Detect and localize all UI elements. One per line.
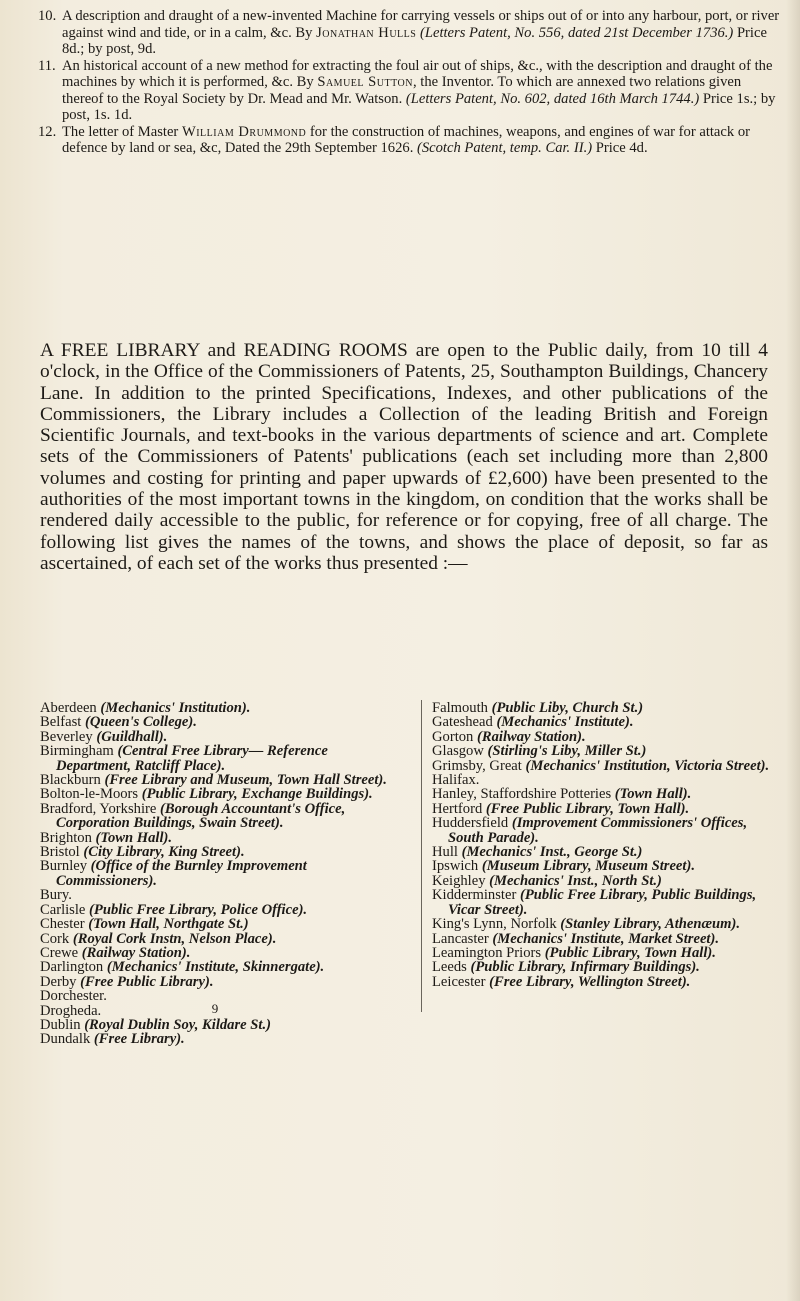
entry-price: Price 1s.; by post, 1s. 1d. xyxy=(62,90,776,123)
list-item xyxy=(432,888,782,917)
list-item xyxy=(432,701,782,715)
list-item xyxy=(432,859,782,873)
list-item xyxy=(432,960,782,974)
deposit-place: (Public Library, Infirmary Buildings). xyxy=(470,959,700,976)
town-name: Beverley xyxy=(40,728,97,745)
deposit-place: (Mechanics' Institution). xyxy=(100,700,251,716)
list-item xyxy=(40,744,390,773)
entry-text-continued: for the construction of machines, weapons, and engines of war for attack or defence by land or sea, &c, Dated the 29th September 1626. xyxy=(62,123,750,156)
town-name: Dundalk xyxy=(40,1031,94,1048)
list-item xyxy=(40,960,390,974)
town-name: Leicester xyxy=(432,973,490,990)
town-name: King's Lynn, Norfolk xyxy=(432,916,561,933)
deposit-place: (Public Free Library, Police Office). xyxy=(89,901,308,918)
entry-reference: (Letters Patent, No. 556, dated 21st December 1736.) xyxy=(419,24,734,41)
town-name: Brighton xyxy=(40,829,96,846)
deposit-place: (Free Library and Museum, Town Hall Street). xyxy=(104,772,387,789)
entry-number: 12. xyxy=(38,123,57,140)
list-item xyxy=(432,816,782,845)
page-number: 9 xyxy=(211,1001,219,1016)
free-library-notice xyxy=(40,340,768,574)
town-name: Huddersfield xyxy=(432,815,512,832)
town-name: Aberdeen xyxy=(40,700,101,716)
town-name: Crewe xyxy=(40,944,82,961)
town-name: Glasgow xyxy=(432,743,488,760)
town-name: Lancaster xyxy=(432,930,493,947)
list-item xyxy=(432,845,782,859)
deposit-place: (Mechanics' Institute). xyxy=(496,714,634,731)
town-name: Leamington Priors xyxy=(432,944,545,961)
deposit-place: (Borough Accountant's Office, Corporation Buildings, Swain Street). xyxy=(56,800,346,832)
town-name: Derby xyxy=(40,973,81,990)
entry-price: Price 8d.; by post, 9d. xyxy=(62,24,767,57)
deposit-place: (Public Library, Exchange Buildings). xyxy=(141,786,373,803)
deposit-place: (Free Library, Wellington Street). xyxy=(489,973,691,990)
entry-reference: (Letters Patent, No. 602, dated 16th March 1744.) xyxy=(405,90,700,107)
deposit-place: (Museum Library, Museum Street). xyxy=(481,858,695,875)
page-edge-shadow xyxy=(786,0,800,1301)
list-item xyxy=(432,917,782,931)
list-item xyxy=(432,715,782,729)
entry-text-continued: , the Inventor. To which are annexed two relations given thereof to the Royal Society by Dr. Mead and Mr. Watson. xyxy=(62,74,742,107)
column-divider xyxy=(421,700,422,1012)
catalogue-entries xyxy=(40,8,780,157)
town-name: Bolton-le-Moors xyxy=(40,786,142,803)
list-item xyxy=(40,975,390,989)
town-name: Hertford xyxy=(432,800,486,817)
town-name: Grimsby, Great xyxy=(432,757,526,774)
notice-body: are open to the Public daily, from 10 till 4 o'clock, in the Office of the Commissioners of Patents, 25, Southampton Buildings, Chancery Lane. In addition to the printed Specifications, Indexes, and other publications of the Commissioners, the Library includes a Collection of the leading British and Foreign Scientific Journals, and text-books in the various departments of science and art. Complete sets of the Commissioners of Patents' publications (each set including more than 2,800 volumes and costing for printing and paper upwards of £2,600) have been presented to the authorities of the most important towns in the kingdom, on condition that the works shall be rendered daily accessible to the public, for reference or for copying, free of all charge. The following list gives the names of the towns, and shows the place of deposit, so far as ascertained, of each set of the works thus presented :— xyxy=(40,340,769,574)
deposit-place: (Mechanics' Inst., North St.) xyxy=(489,872,662,889)
deposit-place: (Stirling's Liby, Miller St.) xyxy=(487,743,647,760)
deposit-place: (Town Hall). xyxy=(95,829,173,846)
entry-number: 10. xyxy=(38,8,57,24)
catalogue-entry xyxy=(40,8,780,58)
towns-list-left xyxy=(40,701,390,1047)
list-item xyxy=(40,715,390,729)
town-name: Hull xyxy=(432,844,462,861)
town-name: Blackburn xyxy=(40,772,105,789)
town-name: Cork xyxy=(40,930,73,947)
list-item xyxy=(432,744,782,758)
entry-text: The letter of Master xyxy=(62,123,182,140)
entry-text: An historical account of a new method for extracting the foul air out of ships, &c., with the description and draught of the machines by which it is performed, &c. By xyxy=(62,57,773,90)
list-item xyxy=(432,946,782,960)
list-item xyxy=(432,773,782,787)
towns-list-right xyxy=(432,701,782,989)
list-item xyxy=(40,888,390,902)
entry-author: Samuel Sutton xyxy=(317,74,413,90)
deposit-place: (Stanley Library, Athenæum). xyxy=(560,916,741,933)
town-name: Birmingham xyxy=(40,743,118,760)
town-name: Kidderminster xyxy=(432,887,520,904)
list-item xyxy=(432,932,782,946)
list-item xyxy=(40,903,390,917)
deposit-place: (Improvement Commissioners' Offices, South Parade). xyxy=(448,815,748,846)
list-item xyxy=(40,802,390,831)
list-item xyxy=(432,759,782,773)
deposit-place: (Public Library, Town Hall). xyxy=(544,944,716,961)
notice-heading: A FREE LIBRARY and READING ROOMS xyxy=(40,340,408,361)
town-name: Dublin xyxy=(40,1016,85,1033)
list-item xyxy=(40,917,390,931)
catalogue-entry xyxy=(40,124,780,157)
town-name: Gateshead xyxy=(432,714,497,731)
town-name: Bradford, Yorkshire xyxy=(40,800,160,817)
town-name: Hanley, Staffordshire Potteries xyxy=(432,786,615,803)
deposit-place: (Central Free Library— Reference Department, Ratcliff Place). xyxy=(56,743,328,774)
entry-text: A description and draught of a new-invented Machine for carrying vessels or ships out of or into any harbour, port, or river against wind and tide, or in a calm, &c. By xyxy=(62,8,780,41)
list-item xyxy=(40,831,390,845)
town-name: Halifax. xyxy=(432,772,480,789)
deposit-place: (Town Hall). xyxy=(614,786,692,803)
entry-author: William Drummond xyxy=(181,123,307,140)
town-name: Belfast xyxy=(40,714,85,731)
town-name: Bristol xyxy=(40,844,84,861)
list-item xyxy=(432,802,782,816)
catalogue-entry xyxy=(40,58,780,124)
deposit-place: (Free Public Library). xyxy=(80,973,214,990)
list-item xyxy=(40,730,390,744)
list-item xyxy=(40,845,390,859)
town-name: Burnley xyxy=(40,858,91,875)
list-item xyxy=(40,787,390,801)
deposit-place: (Mechanics' Institute, Market Street). xyxy=(492,930,719,947)
deposit-place: (Free Public Library, Town Hall). xyxy=(485,800,690,817)
deposit-place: (Mechanics' Institute, Skinnergate). xyxy=(106,959,325,976)
deposit-place: (Public Free Library, Public Buildings, Vicar Street). xyxy=(448,887,757,918)
deposit-place: (Queen's College). xyxy=(85,714,197,731)
deposit-place: (Town Hall, Northgate St.) xyxy=(88,916,249,933)
town-name: Ipswich xyxy=(432,858,482,875)
list-item xyxy=(432,874,782,888)
list-item xyxy=(40,1018,390,1032)
town-name: Chester xyxy=(40,916,89,933)
town-name: Falmouth xyxy=(432,700,492,716)
town-name: Keighley xyxy=(432,872,490,889)
deposit-place: (Railway Station). xyxy=(477,728,586,745)
deposit-place: (Free Library). xyxy=(93,1031,185,1048)
town-name: Darlington xyxy=(40,959,107,976)
deposit-place: (Mechanics' Inst., George St.) xyxy=(461,844,643,861)
deposit-place: (Royal Cork Instn, Nelson Place). xyxy=(72,930,277,947)
town-name: Dorchester. xyxy=(40,988,107,1005)
list-item xyxy=(432,730,782,744)
list-item xyxy=(432,787,782,801)
list-item xyxy=(40,701,390,715)
list-item xyxy=(40,773,390,787)
town-name: Bury. xyxy=(40,887,72,904)
list-item xyxy=(432,975,782,989)
entry-price: Price 4d. xyxy=(592,140,648,156)
deposit-place: (Railway Station). xyxy=(81,944,191,961)
entry-author: Jonathan Hulls xyxy=(316,24,417,41)
town-name: Gorton xyxy=(432,728,477,745)
deposit-place: (Office of the Burnley Improvement Commissioners). xyxy=(56,858,307,889)
town-name: Drogheda. xyxy=(40,1002,102,1019)
deposit-place: (Public Liby, Church St.) xyxy=(491,700,644,716)
town-name: Carlisle xyxy=(40,901,90,918)
list-item xyxy=(40,932,390,946)
deposit-place: (Royal Dublin Soy, Kildare St.) xyxy=(84,1016,271,1033)
entry-reference: (Scotch Patent, temp. Car. II.) xyxy=(417,140,593,156)
deposit-place: (City Library, King Street). xyxy=(83,844,245,861)
list-item xyxy=(40,946,390,960)
entry-number: 11. xyxy=(38,57,56,74)
list-item xyxy=(40,859,390,888)
list-item xyxy=(40,1032,390,1046)
town-name: Leeds xyxy=(432,959,471,976)
deposit-place: (Mechanics' Institution, Victoria Street). xyxy=(525,757,770,774)
deposit-place: (Guildhall). xyxy=(96,728,168,745)
